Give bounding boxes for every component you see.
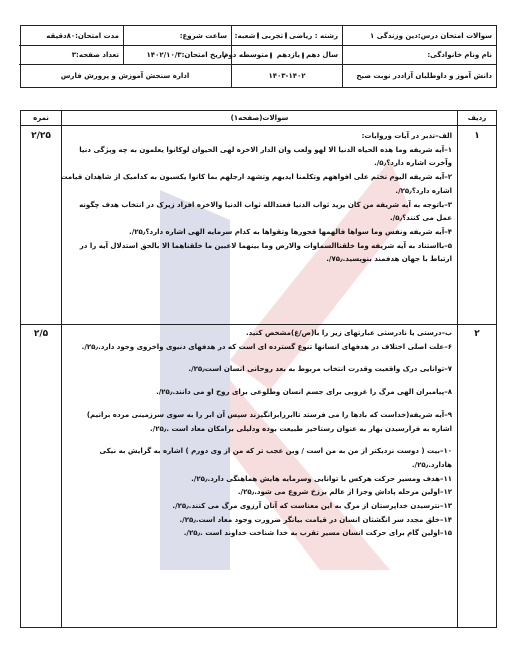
question-score: ۲/۲۵ [31, 131, 51, 141]
radio-grade-11[interactable] [302, 52, 304, 59]
exam-date: تاریخ امتحان:۱۴۰۲/۱۰/۳ [123, 46, 231, 65]
question-line: اشاره دارد؟۲۵٫/. [395, 186, 452, 195]
exam-duration: مدت امتحان:۸۰دقیقه [19, 26, 123, 46]
question-line: ۳–باتوجه به آیه شریفه من کان یرید ثواب الدنیا فعندالله ثواب الدنیا والاخره افراد زیرک در انتخاب هدف چگونه [79, 200, 452, 209]
question-line: ۱–آیه شریفه وما هذه الحیاه الدنیا الا لهو ولعب وان الدار الاخره لهی الحیوان لوکانوا یعلمون به چه ویژگی دنیا [79, 145, 452, 154]
office-name: اداره سنجش آموزش و پرورش فارس [60, 72, 190, 80]
exam-title: سوالات امتحان درس:دین وزندگی ۱ [342, 26, 496, 46]
field-of-study: رشته : ریاضی تجربی شعبه: [231, 26, 342, 46]
col-header-questions: سوالات(صفحه۱) [230, 114, 289, 122]
question-score: ۲/۵ [33, 329, 49, 339]
question-line: اشاره به فرارسیدن بهار به عنوان رستاخیز طبیعت بوده ودلیلی برامکان معاد است .۲۵٫/. [149, 424, 452, 433]
question-line: ۱۴–خلق مجدد سر انگشتان انسان در قیامت بیانگر ضرورت وجود معاد است.۲۵٫/. [179, 515, 452, 524]
questions-table [20, 110, 497, 628]
exam-header [20, 25, 497, 88]
question-line: وآخرت اشاره دارد؟۵٫/. [374, 159, 452, 168]
question-line: ۶–علت اصلی اختلاف در هدفهای انسانها تنوع گسترده ای است که در هدفهای دنیوی واخروی وجود دارد.۲۵٫/. [81, 342, 452, 351]
page-count: تعداد صفحه:۳ [19, 46, 123, 65]
radio-math[interactable] [285, 32, 287, 39]
question-line: ارتباط با جهان هدفمند بنویسید.۷۵٫/. [326, 255, 452, 264]
question-number: ۱ [474, 131, 480, 141]
start-time: ساعت شروع: [123, 26, 231, 46]
school-info: دانش آموز و داوطلبان آزاددر نوبت صبح [342, 65, 496, 87]
radio-grade-secondary[interactable] [270, 52, 272, 59]
question-line: هادارد.۲۵٫/. [411, 460, 452, 469]
question-line: ۱۰–بیت ( دوست نزدیکتر از من به من است / وین عجب تر که من از وی دورم ) اشاره به گرایش به نیکی [99, 447, 452, 456]
question-line: ۹–آیه شریفه(خداست که بادها را می فرستد تاابررابرانگیزند سپس آن ابر را به سوی سرزمینی مرده برانیم) [86, 410, 452, 419]
question-line: ۱۲–اولین مرحله پاداش وجزا از عالم برزخ شروع می شود.۲۵٫/. [237, 488, 452, 497]
question-line: ۸–پیامبران الهی مرگ را غروبی برای جسم انسان وطلوعی برای روح او می دانند.۲۵٫/. [156, 388, 452, 397]
question-number: ۲ [474, 329, 480, 339]
section-a-heading: الف–تدبر در آیات وروایات: [361, 132, 452, 140]
section-b-heading: ب–درستی یا نادرستی عبارتهای زیر را با(ص/غ)مشخص کنید. [246, 329, 452, 337]
question-line: ۷–توانایی درک واقعیت وقدرت انتخاب مربوط به بعد روحانی انسان است۲۵٫/. [188, 365, 452, 374]
question-block-2 [59, 327, 458, 541]
question-line: ۵–بااستناد به آیه شریفه وما خلقناالسماوات والارض وما بینهما لاعبین ما خلقناهما الا بالحق استدلال آیه را در [79, 241, 452, 250]
question-line: عمل می کنند؟۵٫/. [389, 214, 452, 223]
question-line: ۱۵–اولین گام برای حرکت انسان مسیر تقرب به خدا شناخت خداوند است .۲۵٫/. [183, 529, 452, 538]
question-line: ۲–آیه شریفه الیوم نختم علی افواههم وتکلمنا ایدیهم وتشهد ارجلهم بما کانوا یکسبون به کدامیک از شاهدان قیامت [60, 173, 452, 182]
academic-year: ۱۴۰۳-۱۴۰۲ [231, 65, 342, 87]
question-line: ۱۱–هدف ومسیر حرکت هرکس با توانایی وسرمایه هایش هماهنگی دارد.۲۵٫/. [191, 474, 452, 483]
col-header-score: نمره [33, 114, 49, 122]
question-line: ۴–آیه شریفه ونفس وما سواها فالهمها فجورها وتقواها به کدام سرمایه الهی اشاره دارد؟۲۵٫/. [129, 227, 452, 236]
student-name: نام ونام خانوادگی: [342, 46, 496, 65]
question-line: ۱۳–نترسیدن خداپرستان از مرگ به این معناست که آنان آرزوی مرگ می کنند.۲۵٫/. [172, 502, 452, 511]
col-header-row: ردیف [467, 114, 487, 122]
question-block-1 [59, 130, 458, 267]
grade-level: سال دهم یازدهم متوسطه دوم [231, 46, 342, 65]
radio-experimental[interactable] [257, 32, 259, 39]
